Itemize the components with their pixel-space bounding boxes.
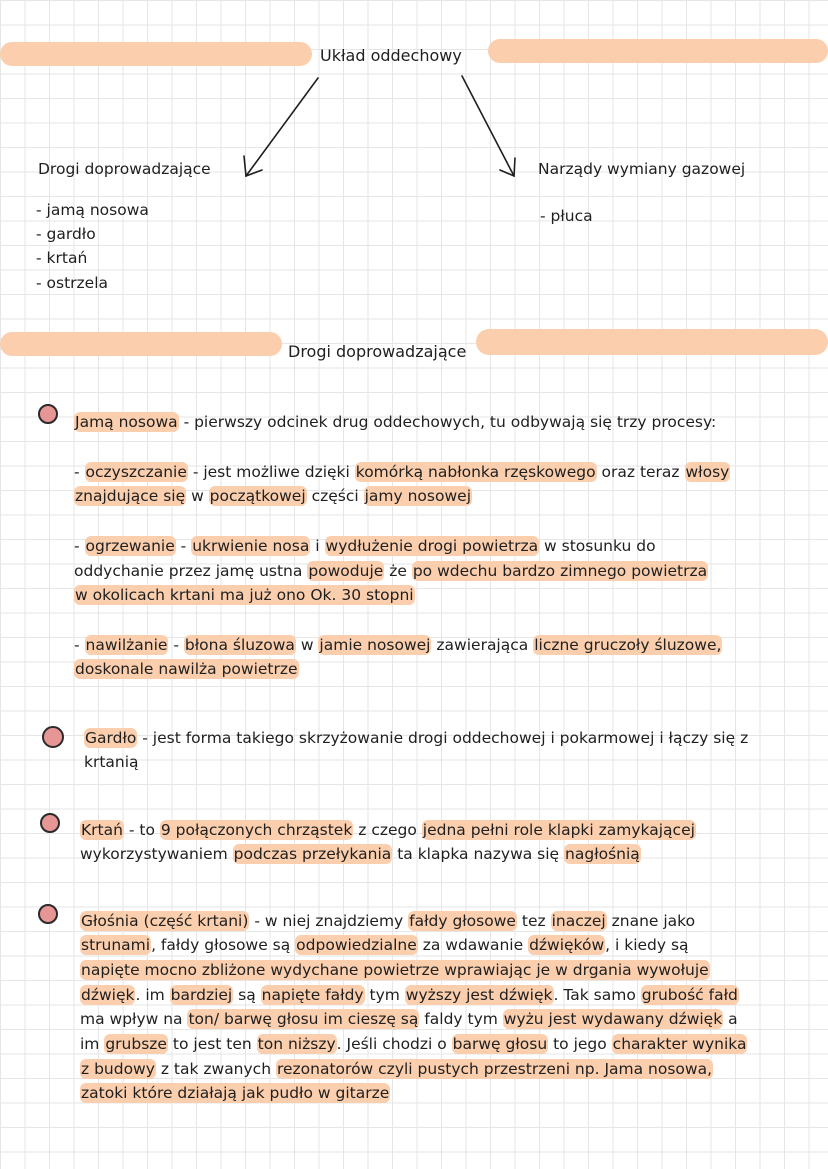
highlighted-text: wyżu jest wydawany dźwięk [503,1010,723,1028]
left-item: - krtań [36,249,88,267]
text-segment: to jego [548,1035,612,1053]
jama-intro-line [74,410,716,435]
section-title: Drogi doprowadzające [288,342,467,361]
glosnia-line3 [80,958,710,983]
highlighted-text: początkowej [209,487,306,505]
text-segment: oddychanie przez jamę ustna [74,562,308,580]
glosnia-line1 [80,909,695,934]
left-heading: Drogi doprowadzające [38,160,211,178]
highlighted-text: rezonatorów czyli pustych przestrzeni np. Jama nosowa, [276,1060,713,1078]
highlighted-text: ton niższy [257,1035,336,1053]
text-segment: tym [364,986,405,1004]
page-title: Układ oddechowy [320,46,462,65]
highlighted-text: jamie nosowej [319,636,431,654]
left-item: - gardło [36,225,96,243]
right-heading: Narządy wymiany gazowej [538,160,746,178]
highlighted-text: w okolicach krtani ma już ono Ok. 30 stopni [75,586,414,604]
highlighted-text: napięte mocno zbliżone wydychane powietrze wprawiając je w drgania wywołuje [81,961,709,979]
highlighted-text: fałdy głosowe [409,912,516,930]
text-segment: - jest forma takiego skrzyżowanie drogi oddechowej i pokarmowej i łączy się z [137,729,749,747]
highlighted-text: napięte fałdy [261,986,364,1004]
bullet-krtan [40,813,60,833]
highlighted-text: nagłośnią [565,845,640,863]
highlighted-text: doskonale nawilża powietrze [75,660,298,678]
highlighted-text: inaczej [551,912,606,930]
highlighted-text: Krtań [81,821,123,839]
text-segment: z czego [353,821,422,839]
text-segment: części [306,487,364,505]
text-segment: za wdawanie [417,936,529,954]
highlighted-text: podczas przełykania [233,845,392,863]
text-segment: - pierwszy odcinek drug oddechowych, tu odbywają się trzy procesy: [178,413,717,431]
highlighted-text: grubsze [105,1035,167,1053]
krtan-line1 [80,818,696,843]
text-segment: i [310,537,325,555]
text-segment: w stosunku do [539,537,656,555]
jama-p1-line2 [74,484,472,509]
krtan-line2 [80,842,641,867]
highlighted-text: jamy nosowej [364,487,471,505]
jama-term: Jamą nosowa [75,413,178,431]
highlighted-text: ton/ barwę głosu im cieszę są [188,1010,419,1028]
left-item: - ostrzela [36,274,109,292]
highlighted-text: wyższy jest dźwięk [405,986,553,1004]
jama-p2-line1 [74,534,656,559]
text-segment: są [233,986,261,1004]
highlighted-text: znajdujące się [75,487,186,505]
jama-p3-line2 [74,657,299,682]
glosnia-line2 [80,933,689,958]
jama-p2-line3 [74,583,415,608]
text-segment: im [80,1035,105,1053]
text-segment: wykorzystywaniem [80,845,233,863]
section-band-right [476,329,828,355]
text-segment: . Tak samo [553,986,641,1004]
text-segment: faldy tym [419,1010,503,1028]
text-segment: że [384,562,412,580]
text-segment: tez [516,912,551,930]
highlighted-text: bardziej [170,986,233,1004]
section-band-left [0,332,282,356]
text-segment: a [723,1010,738,1028]
left-item: - jamą nosowa [36,201,149,219]
text-segment: . Jeśli chodzi o [336,1035,452,1053]
text-segment: - [175,537,192,555]
bullet-glosnia [38,904,58,924]
highlighted-text: z budowy [81,1060,155,1078]
right-item: - płuca [540,207,593,225]
highlighted-text: Głośnia (część krtani) [81,912,249,930]
gardlo-line1 [84,726,748,751]
glosnia-line4 [80,983,739,1008]
jama-p2-line2 [74,559,708,584]
glosnia-line8 [80,1081,390,1106]
glosnia-line5 [80,1007,738,1032]
glosnia-line7 [80,1057,713,1082]
highlighted-text: strunami [81,936,151,954]
glosnia-line6 [80,1032,747,1057]
arrow-right [462,76,514,176]
highlighted-text: 9 połączonych chrząstek [160,821,353,839]
highlighted-text: dźwięków [529,936,605,954]
highlighted-text: komórką nabłonka rzęskowego [355,463,596,481]
highlighted-text: liczne gruczoły śluzowe, [534,636,722,654]
highlighted-text: odpowiedzialne [296,936,417,954]
highlighted-text: barwę głosu [452,1035,548,1053]
jama-p3-line1 [74,633,722,658]
arrow-left [246,78,318,176]
text-segment: . im [135,986,170,1004]
jama-p1-line1 [74,460,730,485]
text-segment: zawierająca [431,636,534,654]
text-segment: ta klapka nazywa się [392,845,565,863]
highlighted-text: włosy [685,463,730,481]
text-segment: w [295,636,319,654]
highlighted-text: powoduje [308,562,384,580]
text-segment: - jest możliwe dzięki [187,463,355,481]
highlighted-text: po wdechu bardzo zimnego powietrza [412,562,708,580]
highlighted-text: ukrwienie nosa [192,537,310,555]
gardlo-line2: krtanią [84,753,139,771]
text-segment: w [186,487,209,505]
text-segment: znane jako [606,912,696,930]
highlighted-text: charakter wynika [612,1035,747,1053]
text-segment: ma wpływ na [80,1010,188,1028]
highlighted-text: oczyszczanie [85,463,187,481]
text-segment: to jest ten [167,1035,257,1053]
highlighted-text: wydłużenie drogi powietrza [325,537,539,555]
highlighted-text: grubość fałd [641,986,738,1004]
highlighted-text: nawilżanie [85,636,168,654]
highlighted-text: ogrzewanie [85,537,175,555]
text-segment: - [168,636,184,654]
text-segment: - [74,463,85,481]
text-segment: - w niej znajdziemy [249,912,409,930]
text-segment: - [74,537,85,555]
highlighted-text: jedna pełni role klapki zamykającej [422,821,695,839]
text-segment: - [74,636,85,654]
highlighted-text: zatoki które działają jak pudło w gitarze [81,1084,390,1102]
text-segment: oraz teraz [596,463,685,481]
gardlo-term: Gardło [85,729,137,747]
text-segment: z tak zwanych [155,1060,276,1078]
text-segment: , fałdy głosowe są [151,936,296,954]
highlighted-text: błona śluzowa [184,636,295,654]
text-segment: - to [123,821,160,839]
bullet-gardlo [42,726,64,748]
highlighted-text: dźwięk [81,986,135,1004]
bullet-jama [38,404,58,424]
text-segment: , i kiedy są [605,936,689,954]
